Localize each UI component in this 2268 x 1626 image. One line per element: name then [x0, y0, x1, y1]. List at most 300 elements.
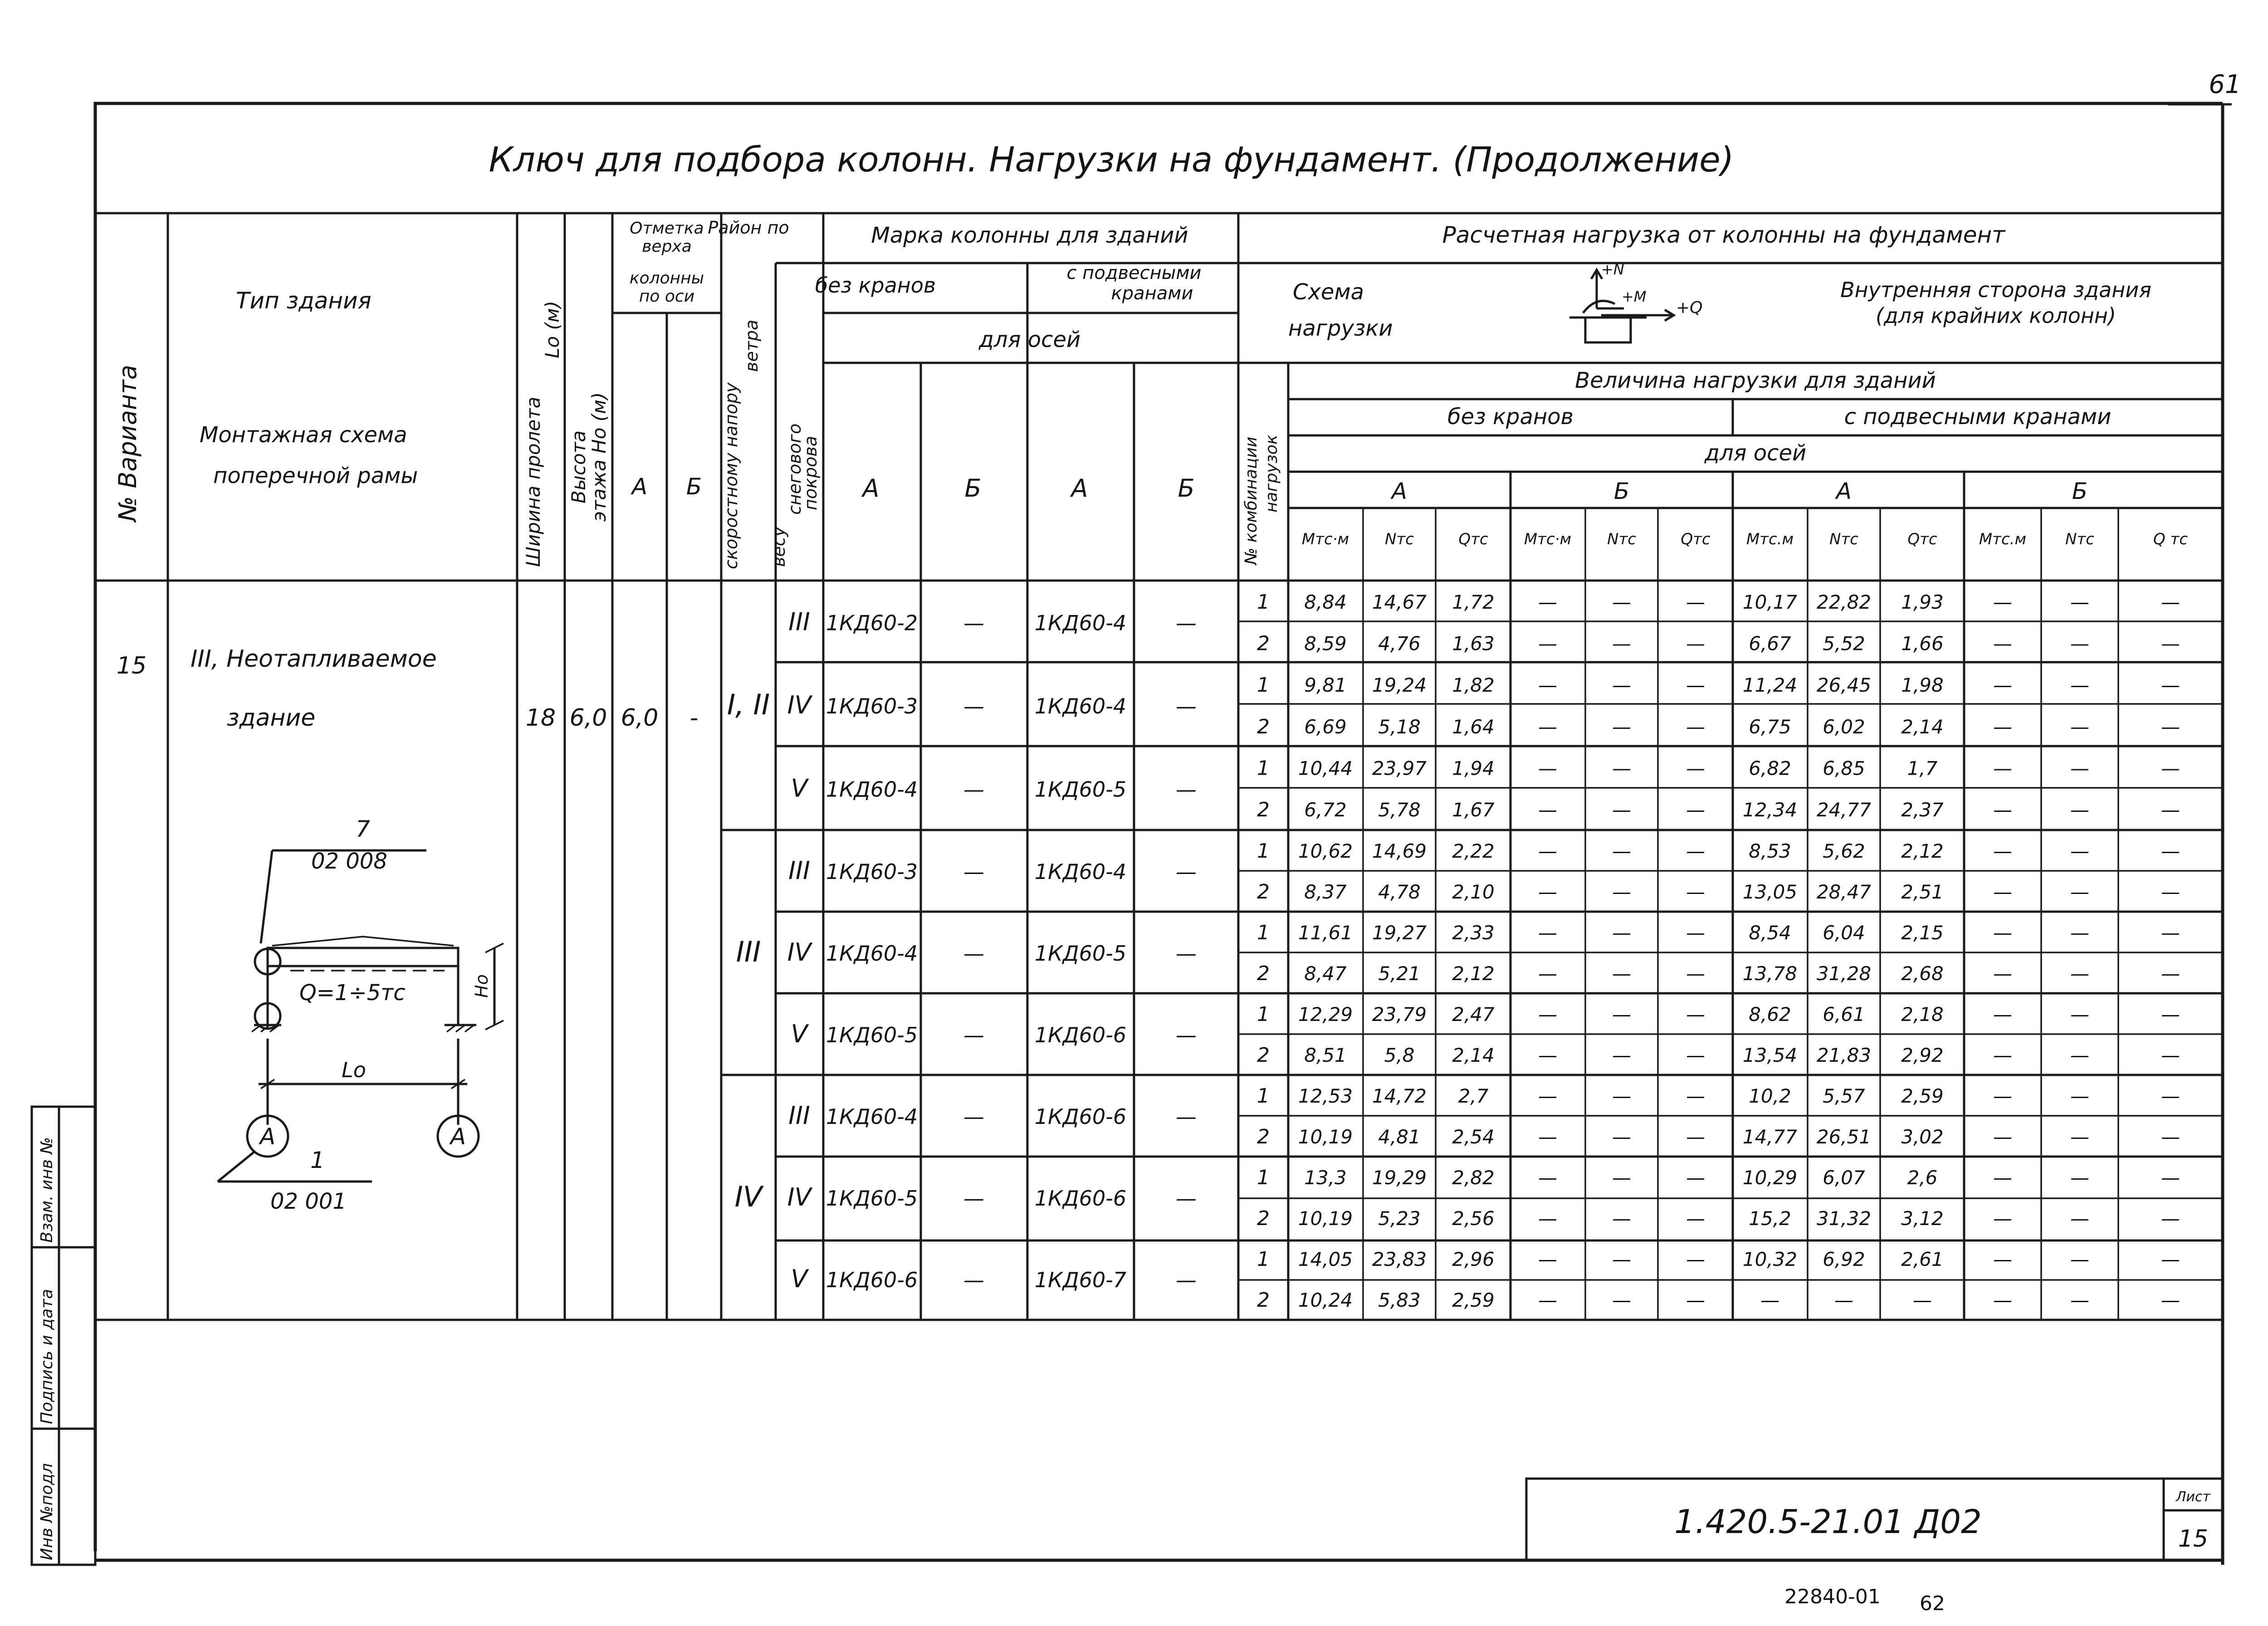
- load-value: 1,7: [1907, 757, 1938, 780]
- load-value: —: [1538, 1289, 1557, 1311]
- snow-region: III: [788, 607, 810, 636]
- load-value: —: [1686, 674, 1705, 697]
- wind-region-2: IV: [734, 1180, 763, 1213]
- column-mark-no-cranes-a: 1КД60-5: [826, 1023, 918, 1047]
- load-value: —: [2161, 881, 2180, 903]
- header-mount-scheme-2: поперечной рамы: [213, 463, 418, 488]
- load-value: —: [1538, 1085, 1557, 1107]
- header-m-2: Мтс·м: [1524, 530, 1572, 548]
- header-span-1: Ширина пролета: [522, 396, 544, 567]
- load-value: —: [1612, 632, 1631, 655]
- load-value: 15,2: [1749, 1207, 1791, 1230]
- header-mark-top-4: по оси: [639, 287, 695, 306]
- column-mark-cranes-b: —: [1176, 1023, 1197, 1047]
- column-mark-cranes-b: —: [1176, 694, 1197, 718]
- frame-span: Lo: [342, 1058, 366, 1082]
- snow-region: III: [788, 1101, 810, 1130]
- column-mark-no-cranes-b: —: [963, 1186, 984, 1211]
- load-value: —: [1538, 715, 1557, 738]
- load-value: —: [1993, 799, 2012, 821]
- load-value: 13,54: [1742, 1044, 1798, 1066]
- header-with-cranes-2: кранами: [1111, 283, 1193, 304]
- load-value: —: [2161, 799, 2180, 821]
- load-value: —: [2070, 674, 2089, 697]
- column-mark-no-cranes-a: 1КД60-5: [826, 1186, 918, 1211]
- load-value: 11,24: [1742, 674, 1798, 697]
- column-mark-cranes-a: 1КД60-5: [1034, 777, 1127, 802]
- variant-mark-b: -: [689, 704, 699, 732]
- stamp-sheet-no: 15: [2178, 1525, 2209, 1553]
- combo-number: 2: [1257, 715, 1270, 738]
- load-value: 6,75: [1749, 715, 1791, 738]
- load-value: —: [2161, 1289, 2180, 1311]
- load-value: 10,62: [1298, 840, 1353, 862]
- header-inner-1: Внутренняя сторона здания: [1840, 278, 2151, 302]
- load-value: 2,68: [1901, 962, 1944, 985]
- variant-number: 15: [116, 652, 147, 679]
- column-mark-no-cranes-b: —: [963, 1268, 984, 1292]
- load-value: —: [1538, 1126, 1557, 1148]
- header-col-no-a: А: [862, 474, 880, 503]
- load-value: —: [1612, 1044, 1631, 1066]
- load-value: —: [2161, 1003, 2180, 1025]
- load-value: —: [1612, 881, 1631, 903]
- load-value: 1,98: [1901, 674, 1944, 697]
- header-snow-2: снегового: [785, 423, 805, 515]
- load-value: 14,05: [1298, 1248, 1353, 1270]
- load-value: 5,21: [1378, 962, 1421, 985]
- load-value: —: [2070, 715, 2089, 738]
- frame-top-num: 7: [356, 816, 370, 842]
- combo-number: 2: [1257, 1044, 1270, 1067]
- load-value: 1,82: [1452, 674, 1495, 697]
- header-col-no-b: Б: [964, 474, 982, 503]
- combo-number: 1: [1257, 1166, 1270, 1189]
- header-mark-top-1: Отметка: [630, 219, 704, 238]
- load-value: —: [1612, 715, 1631, 738]
- load-value: 2,7: [1458, 1085, 1489, 1107]
- load-value: 2,33: [1452, 922, 1495, 944]
- load-value: —: [2070, 962, 2089, 985]
- load-value: 2,14: [1452, 1044, 1495, 1066]
- load-value: 2,96: [1452, 1248, 1495, 1270]
- load-value: 5,23: [1378, 1207, 1421, 1230]
- load-value: —: [1993, 1289, 2012, 1311]
- header-m-3: Мтс.м: [1746, 530, 1794, 548]
- header-n-1: Nтс: [1385, 530, 1414, 548]
- load-value: 2,61: [1901, 1248, 1944, 1270]
- frame-axis-left: А: [259, 1123, 276, 1150]
- load-value: 5,78: [1378, 799, 1421, 821]
- load-value: 2,54: [1452, 1126, 1495, 1148]
- load-value: —: [1993, 840, 2012, 862]
- frame-axis-right: А: [450, 1123, 466, 1150]
- side-stamp-replace: Взам. инв №: [38, 1137, 56, 1243]
- load-value: 28,47: [1816, 881, 1872, 903]
- column-mark-no-cranes-a: 1КД60-2: [826, 610, 918, 635]
- load-value: 8,53: [1749, 840, 1791, 862]
- load-value: 2,12: [1901, 840, 1944, 862]
- load-value: —: [2161, 632, 2180, 655]
- column-mark-no-cranes-b: —: [963, 694, 984, 718]
- load-value: 10,17: [1742, 591, 1798, 613]
- load-value: —: [1993, 962, 2012, 985]
- load-value: 12,29: [1298, 1003, 1353, 1025]
- load-value: 26,45: [1816, 674, 1872, 697]
- snow-region: III: [788, 856, 810, 885]
- snow-region: IV: [787, 691, 811, 719]
- header-snow-1: весу: [769, 526, 789, 567]
- header-mount-scheme-1: Монтажная схема: [200, 422, 407, 448]
- load-value: 19,29: [1372, 1167, 1427, 1189]
- load-value: 2,22: [1452, 840, 1495, 862]
- combo-number: 1: [1257, 921, 1270, 944]
- header-building-type: Тип здания: [236, 288, 371, 314]
- load-value: 6,67: [1749, 632, 1791, 655]
- load-value: 6,82: [1749, 757, 1791, 780]
- load-value: —: [1612, 1167, 1631, 1189]
- load-value: —: [1993, 591, 2012, 613]
- load-value: —: [1686, 881, 1705, 903]
- snow-region: IV: [787, 1183, 811, 1211]
- load-value: 13,3: [1304, 1167, 1347, 1189]
- column-mark-no-cranes-b: —: [963, 1104, 984, 1129]
- load-value: 8,51: [1304, 1044, 1347, 1066]
- load-value: —: [2161, 962, 2180, 985]
- header-column-mark: Марка колонны для зданий: [871, 223, 1188, 248]
- snow-region: IV: [787, 938, 811, 967]
- combo-number: 2: [1257, 632, 1270, 655]
- header-n-3: Nтс: [1829, 530, 1858, 548]
- scheme-q: +Q: [1676, 298, 1703, 317]
- load-value: —: [2070, 757, 2089, 780]
- load-value: —: [1538, 757, 1557, 780]
- load-value: 26,51: [1816, 1126, 1872, 1148]
- load-value: 8,37: [1304, 881, 1347, 903]
- load-value: —: [1993, 881, 2012, 903]
- load-value: —: [1993, 632, 2012, 655]
- load-value: 10,19: [1298, 1207, 1353, 1230]
- header-n-4: Nтс: [2065, 530, 2094, 548]
- load-value: —: [1686, 1289, 1705, 1311]
- load-value: —: [1538, 632, 1557, 655]
- header-combo-1: № комбинации: [1242, 436, 1261, 565]
- load-value: —: [1538, 1167, 1557, 1189]
- load-value: —: [1686, 840, 1705, 862]
- footer-num: 62: [1920, 1592, 1945, 1615]
- variant-mark-a: 6,0: [621, 704, 659, 732]
- header-region: Район по: [708, 218, 789, 238]
- combo-number: 1: [1257, 840, 1270, 863]
- load-value: —: [1834, 1289, 1853, 1311]
- header-scheme-1: Схема: [1293, 279, 1364, 305]
- load-value: 31,28: [1816, 962, 1872, 985]
- load-value: 2,59: [1901, 1085, 1944, 1107]
- load-value: 2,12: [1452, 962, 1495, 985]
- load-value: —: [2161, 1248, 2180, 1270]
- load-value: —: [1612, 1207, 1631, 1230]
- load-value: 10,24: [1298, 1289, 1353, 1311]
- header-left: [113, 218, 821, 569]
- header-n-2: Nтс: [1607, 530, 1636, 548]
- load-value: 4,78: [1378, 881, 1421, 903]
- load-value: 14,72: [1372, 1085, 1427, 1107]
- load-value: —: [1686, 1207, 1705, 1230]
- load-value: —: [2161, 1167, 2180, 1189]
- load-value: —: [1993, 1167, 2012, 1189]
- header-q-4: Q тс: [2153, 530, 2188, 548]
- load-value: 2,15: [1901, 922, 1944, 944]
- header-load: [1242, 222, 2188, 566]
- column-mark-cranes-b: —: [1176, 859, 1197, 884]
- load-value: 6,69: [1304, 715, 1347, 738]
- column-mark-no-cranes-b: —: [963, 1023, 984, 1047]
- load-value: —: [2161, 922, 2180, 944]
- frame-top-code: 02 008: [311, 849, 387, 874]
- load-value: —: [2161, 757, 2180, 780]
- snow-region: V: [791, 1020, 808, 1048]
- load-value: —: [1612, 591, 1631, 613]
- load-value: 6,07: [1823, 1167, 1865, 1189]
- column-mark-no-cranes-a: 1КД60-4: [826, 777, 918, 802]
- wind-region-0: I, II: [727, 688, 770, 721]
- load-value: 24,77: [1816, 799, 1872, 821]
- load-value: —: [1913, 1289, 1932, 1311]
- load-value: 2,18: [1901, 1003, 1944, 1025]
- variant-type-1: III, Неотапливаемое: [191, 645, 437, 673]
- header-col-cr-b: Б: [1178, 474, 1195, 503]
- load-value: 6,72: [1304, 799, 1347, 821]
- load-value: 12,34: [1742, 799, 1798, 821]
- frame-crane: Q=1÷5тс: [299, 980, 406, 1006]
- load-value: —: [2070, 632, 2089, 655]
- load-value: —: [1993, 1248, 2012, 1270]
- load-value: —: [2161, 1126, 2180, 1148]
- variant-span: 18: [525, 704, 556, 732]
- load-value: 2,59: [1452, 1289, 1495, 1311]
- variant-type-2: здание: [227, 704, 316, 732]
- frame-bottom-num: 1: [310, 1147, 325, 1173]
- combo-number: 1: [1257, 1084, 1270, 1108]
- load-value: 1,72: [1452, 591, 1495, 613]
- load-value: 10,2: [1749, 1085, 1791, 1107]
- header-scheme-2: нагрузки: [1288, 316, 1393, 341]
- load-value: 10,44: [1298, 757, 1353, 780]
- load-value: 8,84: [1304, 591, 1347, 613]
- load-value: —: [1686, 632, 1705, 655]
- load-value: —: [1538, 840, 1557, 862]
- column-mark-no-cranes-a: 1КД60-3: [826, 694, 918, 718]
- combo-number: 2: [1257, 1125, 1270, 1148]
- load-value: 4,76: [1378, 632, 1421, 655]
- header-height-1: Высота: [567, 430, 590, 503]
- column-mark-no-cranes-b: —: [963, 859, 984, 884]
- header-load-axis-b1: Б: [1613, 478, 1630, 504]
- load-value: —: [1993, 1085, 2012, 1107]
- load-value: —: [2161, 1207, 2180, 1230]
- load-value: —: [2070, 591, 2089, 613]
- load-value: 5,57: [1823, 1085, 1865, 1107]
- load-value: 2,14: [1901, 715, 1944, 738]
- column-mark-no-cranes-a: 1КД60-4: [826, 941, 918, 966]
- column-mark-cranes-b: —: [1176, 610, 1197, 635]
- load-value: 6,85: [1823, 757, 1865, 780]
- variant-height: 6,0: [569, 704, 607, 732]
- load-value: —: [1686, 1126, 1705, 1148]
- load-value: —: [2070, 799, 2089, 821]
- column-mark-cranes-a: 1КД60-4: [1034, 610, 1127, 635]
- header-load-value: Величина нагрузки для зданий: [1575, 368, 1936, 393]
- load-value: —: [1686, 1044, 1705, 1066]
- load-value: —: [2161, 1085, 2180, 1107]
- load-value: —: [2070, 1126, 2089, 1148]
- load-value: —: [2161, 1044, 2180, 1066]
- load-value: 21,83: [1816, 1044, 1872, 1066]
- load-value: —: [1612, 1085, 1631, 1107]
- combo-number: 1: [1257, 590, 1270, 614]
- load-value: —: [1612, 962, 1631, 985]
- header-q-2: Qтс: [1681, 530, 1711, 548]
- load-value: —: [1538, 674, 1557, 697]
- load-value: —: [2070, 1248, 2089, 1270]
- load-value: —: [1538, 1044, 1557, 1066]
- load-scheme-icon: [1569, 261, 1703, 342]
- load-value: —: [1612, 1248, 1631, 1270]
- header-q-3: Qтс: [1907, 530, 1937, 548]
- load-value: 11,61: [1298, 922, 1353, 944]
- load-value: —: [1612, 1126, 1631, 1148]
- load-value: 5,8: [1384, 1044, 1415, 1066]
- combo-number: 2: [1257, 798, 1270, 822]
- side-stamp-inv: Инв №подл: [38, 1463, 56, 1560]
- header-inner-2: (для крайних колонн): [1876, 303, 2116, 328]
- stamp-sheet-label: Лист: [2175, 1489, 2211, 1505]
- load-value: 5,52: [1823, 632, 1865, 655]
- load-value: —: [1993, 674, 2012, 697]
- load-value: 23,97: [1372, 757, 1427, 780]
- load-value: 10,29: [1742, 1167, 1798, 1189]
- load-value: 6,02: [1823, 715, 1865, 738]
- combo-number: 2: [1257, 1207, 1270, 1230]
- load-value: 14,67: [1372, 591, 1427, 613]
- load-value: 5,62: [1823, 840, 1865, 862]
- load-value: —: [1612, 840, 1631, 862]
- load-value: 12,53: [1298, 1085, 1353, 1107]
- header-variant: № Варианта: [113, 365, 142, 522]
- column-mark-cranes-a: 1КД60-4: [1034, 859, 1127, 884]
- header-span-2: Lo (м): [541, 301, 563, 358]
- header-axis-b: Б: [686, 474, 702, 500]
- frame-scheme: [218, 816, 503, 1214]
- header-combo-2: нагрузок: [1262, 435, 1281, 513]
- frame-bottom-code: 02 001: [270, 1189, 347, 1214]
- load-value: 5,83: [1378, 1289, 1421, 1311]
- combo-number: 2: [1257, 880, 1270, 903]
- column-mark-no-cranes-a: 1КД60-6: [826, 1268, 918, 1292]
- header-axis-a: А: [631, 474, 648, 500]
- header-no-cranes: без кранов: [815, 273, 936, 298]
- column-mark-cranes-a: 1КД60-7: [1034, 1268, 1127, 1292]
- load-value: 9,81: [1304, 674, 1347, 697]
- load-value: 10,19: [1298, 1126, 1353, 1148]
- load-value: 2,47: [1452, 1003, 1495, 1025]
- load-value: —: [1993, 757, 2012, 780]
- header-load-no-cranes: без кранов: [1447, 404, 1574, 430]
- load-value: —: [2070, 881, 2089, 903]
- load-value: —: [2070, 1289, 2089, 1311]
- load-value: —: [1993, 715, 2012, 738]
- load-value: —: [1686, 757, 1705, 780]
- load-value: —: [2070, 1207, 2089, 1230]
- column-mark-no-cranes-a: 1КД60-4: [826, 1104, 918, 1129]
- load-value: 6,61: [1823, 1003, 1865, 1025]
- column-mark-cranes-b: —: [1176, 1268, 1197, 1292]
- snow-region: V: [791, 1265, 808, 1293]
- load-value: —: [2070, 1085, 2089, 1107]
- load-value: 22,82: [1816, 591, 1872, 613]
- load-value: 31,32: [1816, 1207, 1872, 1230]
- load-value: —: [1760, 1289, 1779, 1311]
- load-value: —: [2070, 840, 2089, 862]
- load-value: 23,79: [1372, 1003, 1427, 1025]
- header-snow-3: покрова: [801, 435, 821, 510]
- load-value: 3,12: [1901, 1207, 1944, 1230]
- scheme-m: +M: [1622, 288, 1647, 305]
- header-for-axes: для осей: [978, 327, 1081, 352]
- load-value: —: [1686, 1167, 1705, 1189]
- column-mark-cranes-a: 1КД60-6: [1034, 1104, 1127, 1129]
- combo-number: 1: [1257, 674, 1270, 697]
- load-value: 6,04: [1823, 922, 1865, 944]
- footer-id: 22840-01: [1784, 1585, 1881, 1608]
- load-value: —: [2161, 715, 2180, 738]
- load-value: —: [1686, 962, 1705, 985]
- load-value: 2,56: [1452, 1207, 1495, 1230]
- header-mark-top-2: верха: [642, 237, 692, 256]
- load-value: 1,66: [1901, 632, 1944, 655]
- column-mark-no-cranes-a: 1КД60-3: [826, 859, 918, 884]
- combo-number: 2: [1257, 1289, 1270, 1312]
- header-load-axis-b2: Б: [2072, 478, 2088, 504]
- header-with-cranes-1: с подвесными: [1066, 263, 1202, 283]
- load-value: —: [2070, 1167, 2089, 1189]
- column-mark-cranes-a: 1КД60-6: [1034, 1023, 1127, 1047]
- column-mark-cranes-b: —: [1176, 777, 1197, 802]
- header-load-title: Расчетная нагрузка от колонны на фундамент: [1442, 222, 2005, 248]
- header-load-with-cranes: с подвесными кранами: [1844, 404, 2112, 430]
- column-mark-cranes-a: 1КД60-5: [1034, 941, 1127, 966]
- load-value: —: [1612, 1289, 1631, 1311]
- load-value: 4,81: [1378, 1126, 1421, 1148]
- load-value: 13,05: [1742, 881, 1798, 903]
- header-wind-2: ветра: [742, 319, 762, 372]
- data-rows: [727, 591, 2180, 1312]
- scheme-n: +N: [1601, 261, 1624, 278]
- header-wind-1: скоростному напору: [721, 382, 741, 569]
- load-value: —: [1538, 1003, 1557, 1025]
- header-mark-top-3: колонны: [629, 269, 704, 288]
- load-value: —: [1686, 1003, 1705, 1025]
- load-value: —: [1612, 757, 1631, 780]
- snow-region: V: [791, 774, 808, 803]
- load-value: 19,27: [1372, 922, 1427, 944]
- load-value: 10,32: [1742, 1248, 1798, 1270]
- column-mark-cranes-b: —: [1176, 1104, 1197, 1129]
- load-value: —: [1538, 591, 1557, 613]
- load-value: —: [1538, 962, 1557, 985]
- load-value: 19,24: [1372, 674, 1427, 697]
- header-m-1: Мтс·м: [1301, 530, 1349, 548]
